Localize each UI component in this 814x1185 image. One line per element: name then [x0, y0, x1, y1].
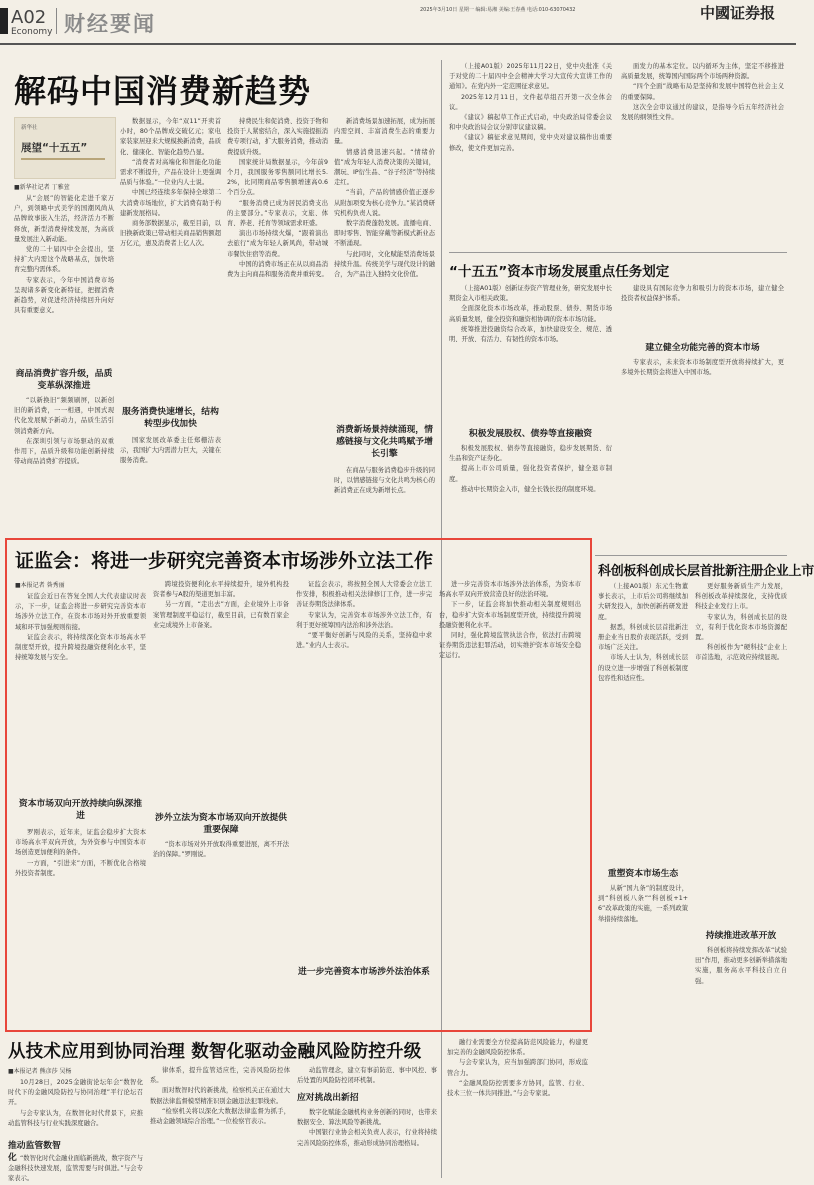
section-title: 财经要闻 [64, 12, 156, 36]
paragraph: “要平衡好创新与风险的关系，坚持稳中求进。”业内人士表示。 [296, 632, 432, 650]
bottom-col1b [8, 1154, 143, 1183]
paragraph: 从新“国九条”的制度设计，到“科创板八条”“科创板+1+6”改革政策的实施，一系列政策举措持续落地。 [598, 885, 688, 923]
paragraph: 下一步，证监会将加快推动相关制度规则出台，稳步扩大资本市场制度型开放，持续提升跨境投融资便利化水平。 [439, 601, 581, 629]
paragraph: “以新换旧”频频刷屏，以新创旧的新消费，一一相遇，中国式现代化发展赋予新动力，品质生活引领消费新方向。 [14, 397, 114, 435]
paragraph: 在商品与服务消费稳步升级的同时，以情感链接与文化共鸣为核心的新消费正在成为新增长点。 [334, 467, 435, 495]
capital-col2b [621, 358, 784, 538]
paragraph: 另一方面，“走出去”方面，企业境外上市备案管理制度平稳运行，截至目前，已有数百家企业完成境外上市备案。 [153, 601, 289, 629]
csrc-headline: 证监会：将进一步研究完善资本市场涉外立法工作 [15, 550, 434, 572]
paragraph: 提高上市公司质量，强化投资者保护，健全退市制度。 [449, 465, 612, 483]
bottom-col1 [8, 1078, 143, 1138]
capital-col1 [449, 284, 612, 424]
paragraph: 融行业需要全方位提高防范风险能力，构建更加完善的金融风险防控体系。 [447, 1039, 588, 1057]
tech-subhead-1: 重塑资本市场生态 [607, 869, 679, 879]
lead-headline: 解码中国消费新趋势 [14, 72, 312, 110]
bottom-col3 [297, 1066, 437, 1090]
paragraph: 数字消费蓬勃发展。直播电商、即时零售、智能穿戴等新模式新业态不断涌现。 [334, 220, 435, 248]
paragraph: 商务部数据显示，截至目前，以旧换新政策已带动相关商品销售额超万亿元，惠及消费者上亿人次。 [120, 220, 221, 248]
lead-subhead-2: 服务消费快速增长，结构转型步伐加快 [122, 407, 219, 429]
paragraph: （上接A01版）东元生物董事长表示，上市后公司将继续加大研发投入，加快创新药研发进度。 [598, 583, 688, 621]
paragraph: （上接A01版）创新证券资产管理业务，研究发展中长期资金入市相关政策。 [449, 285, 612, 303]
paragraph: 《建议》稿起草工作正式启动，中央政治局常委会议和中央政治局会议分别审议建议稿。 [449, 114, 612, 132]
paragraph: 统筹推进投融资综合改革，加快建设安全、规范、透明、开放、有活力、有韧性的资本市场。 [449, 325, 612, 344]
lead-col3 [227, 117, 328, 536]
paragraph: “数智化时代金融业面临新挑战，数字资产与金融科技快速发展，监管需要与时俱进。”与会专家表示。 [8, 1155, 143, 1183]
paragraph: 跨境投资便利化水平持续提升，境外机构投资者参与A股的渠道更加丰富。 [153, 581, 289, 599]
csrc-col1 [15, 592, 146, 792]
bottom-subhead-1: 推动监管数智化 [8, 1141, 61, 1163]
lead-badge [14, 117, 116, 179]
tech-col2b [695, 946, 787, 1170]
paragraph: 党的二十届四中全会提出，坚持扩大内需这个战略基点，加快培育完整内需体系。 [14, 246, 114, 274]
paragraph: “资本市场对外开放取得重要进展，离不开法治的保障。”罗刚说。 [153, 841, 289, 859]
paragraph: 建设具有国际竞争力和吸引力的资本市场，建立健全投资者权益保护体系。 [621, 285, 784, 303]
paragraph: “消费者对高端化和智能化功能需求不断提升，产品在设计上更强调品质与体验。”一位业内人士说。 [120, 158, 221, 187]
paragraph: 与此同时，文化赋能型消费场景持续升温。传统美学与现代设计的融合，为产品注入独特文化价值。 [334, 250, 435, 279]
paragraph: 据悉，科创成长层首批新注册企业当日股价表现活跃，受到市场广泛关注。 [598, 623, 688, 652]
paragraph: 专家认为，完善资本市场涉外立法工作，有利于更好统筹国内法治和涉外法治。 [296, 611, 432, 629]
bottom-col2 [150, 1066, 290, 1178]
tech-col1 [598, 582, 688, 862]
masthead-rule [0, 43, 796, 45]
paragraph: 国家统计局数据显示，今年前9个月，我国服务零售额同比增长5.2%，比同期商品零售额增速高0.6个百分点。 [227, 158, 328, 197]
right-top-col2 [621, 62, 784, 242]
csrc-col4 [439, 580, 581, 1022]
paragraph: 国家发展改革委主任郑栅洁表示，我国扩大内需潜力巨大，关键在服务消费。 [120, 437, 221, 465]
bottom-col4 [447, 1038, 588, 1178]
masthead-divider [56, 8, 57, 34]
paragraph: 更好服务新质生产力发展，科创板改革持续深化，支持优质科技企业发行上市。 [695, 583, 787, 611]
lead-badge-main: 展望“十五五” [21, 142, 88, 154]
paragraph: 演出市场持续火爆，“跟着演出去旅行”成为年轻人新风尚，带动城市餐饮住宿等消费。 [227, 230, 328, 258]
lead-badge-rule [21, 158, 105, 160]
csrc-col3 [296, 580, 432, 960]
csrc-col2b [153, 840, 289, 1022]
paragraph: 证监会近日在答复全国人大代表建议时表示，下一步，证监会将进一步研究完善资本市场涉外立法工作，在资本市场对外开放重要领域和环节加强规则衔接。 [15, 593, 146, 631]
lead-col4 [334, 117, 435, 419]
csrc-subhead-3: 进一步完善资本市场涉外法治体系 [298, 967, 430, 977]
paragraph: “四个全面”战略布局是坚持和发展中国特色社会主义的重要保障。 [621, 83, 784, 101]
paragraph: 罗刚表示，近年来，证监会稳步扩大资本市场高水平双向开放，为外资参与中国资本市场创造更加便利的条件。 [15, 829, 146, 857]
tech-col1b [598, 884, 688, 1170]
csrc-byline: ■本报记者 昝秀丽 [15, 582, 65, 589]
paragraph: 专家表示，今年中国消费市场呈现诸多新变化新特征，把握消费新趋势，对促进经济持续回升向好具有重要意义。 [14, 276, 114, 315]
lead-byline: ■新华社记者 丁雅萱 [14, 184, 70, 191]
paragraph: 专家表示，未来资本市场制度型开放将持续扩大，更多境外长期资金将进入中国市场。 [621, 359, 784, 377]
paragraph: 动监管理念，建立有事前防范、事中风控、事后处置的风险防控闭环机制。 [297, 1067, 437, 1085]
right-top-col1 [449, 62, 612, 242]
csrc-subhead-2: 涉外立法为资本市场双向开放提供重要保障 [155, 813, 287, 835]
paragraph: 同时，强化跨境监管执法合作，依法打击跨境证券期货违法犯罪活动，切实维护资本市场安全稳定运行。 [439, 632, 581, 660]
paragraph: 在深圳引领与市场驱动的双重作用下，品质升级和功能创新持续带动商品消费扩容提质。 [14, 437, 114, 466]
paragraph: 情感消费迅速兴起。“情绪价值”成为年轻人消费决策的关键词，潮玩、IP衍生品、“谷子经济”等持续走红。 [334, 148, 435, 187]
paragraph: 2025年12月11日，文件起草组召开第一次全体会议。 [449, 93, 612, 111]
paragraph: 科创板作为“硬科技”企业上市首选地，示范效应持续显现。 [695, 644, 787, 662]
tech-subhead-2: 持续推进改革开放 [705, 931, 777, 941]
paragraph: 专家认为，科创成长层的设立，有利于优化资本市场资源配置。 [695, 613, 787, 642]
paragraph: 中国已经连续多年保持全球第二大消费市场地位，扩大消费有助于构建新发展格局。 [120, 189, 221, 217]
page-code: A02 [11, 7, 47, 28]
paragraph: 律体系，提升监管适应性，完善风险防控体系。 [150, 1067, 290, 1085]
paragraph: “金融风险防控需要多方协同，监管、行业、技术三位一体共同推进。”与会专家说。 [447, 1079, 588, 1098]
capital-headline: “十五五”资本市场发展重点任务划定 [449, 264, 670, 280]
lead-col4b [334, 466, 435, 536]
paragraph: 中国的消费市场正在从以商品消费为主向商品和服务消费并重转变。 [227, 260, 328, 279]
lead-subhead-1: 商品消费扩容升级，品质变革纵深推进 [15, 369, 113, 391]
paragraph: 证监会表示，将持续深化资本市场高水平制度型开放，提升跨境投融资便利化水平，坚持统筹发展与安全。 [15, 633, 146, 662]
paragraph: “服务消费已成为居民消费支出的主要部分。”专家表示，文旅、体育、养老、托育等领域需求旺盛。 [227, 199, 328, 228]
paragraph: 数据显示，今年“双11”开卖首小时，80个品牌成交破亿元；家电家装家居迎来大规模换新消费，品质化、健康化、智能化趋势凸显。 [120, 118, 221, 156]
paragraph: 推动中长期资金入市，健全长钱长投的制度环境。 [461, 485, 600, 493]
csrc-subhead-1: 资本市场双向开放持续向纵深推进 [18, 799, 143, 821]
csrc-col1b [15, 828, 146, 1022]
paragraph: 《建议》稿征求意见期间，党中央对建议稿作出重要修改，使文件更加完善。 [449, 134, 612, 152]
lead-col1b [14, 396, 114, 536]
capital-col2b-top [621, 284, 784, 338]
paragraph: “当前，产品的情感价值正逐步从附加项变为核心竞争力。”某消费研究机构负责人说。 [334, 189, 435, 217]
masthead-meta: 2025年3月10日 星期一 编辑:易湘 美编:王春燕 电话:010-63070432 [420, 7, 576, 13]
paragraph: 与会专家认为，应当加强跨部门协同，形成监管合力。 [447, 1059, 588, 1077]
paragraph: 证监会表示，将按照全国人大常委会立法工作安排，积极推动相关法律修订工作，进一步完善证券期货法律体系。 [296, 581, 432, 609]
tech-headline: 科创板科创成长层首批新注册企业上市 [598, 564, 814, 579]
paragraph: 中国银行业协会相关负责人表示，行业将持续完善风险防控体系，推动形成协同治理格局。 [297, 1129, 437, 1147]
paragraph: 市场人士认为，科创成长层的设立进一步增强了科创板制度包容性和适应性。 [598, 654, 688, 682]
section-rule [449, 252, 787, 253]
section-rule [595, 555, 787, 556]
paper-name: 中國证券报 [700, 4, 776, 22]
tech-col2 [695, 582, 787, 922]
paragraph: 全面深化资本市场改革，推动股票、债券、期货市场高质量发展，健全投资和融资相协调的资本市场功能。 [449, 305, 612, 323]
lead-col2 [120, 117, 221, 398]
lead-badge-top: 新华社 [21, 125, 38, 131]
paragraph: 面对数智时代的新挑战，检察机关正在通过大数据法律监督模型精准识别金融违法犯罪线索。 [150, 1087, 290, 1105]
paragraph: 新消费场景加速拓展，成为拓展内需空间、丰富消费生态的重要力量。 [334, 118, 435, 146]
lead-subhead-3: 消费新场景持续涌现，情感链接与文化共鸣赋予增长引擎 [336, 425, 433, 459]
paragraph: 科创板将持续发挥改革“试验田”作用，推动更多创新举措落地实施，服务高水平科技自立自强。 [695, 947, 787, 985]
masthead-marker [0, 8, 8, 34]
paragraph: 与会专家认为，在数智化时代背景下，应推动监管科技与行业实践深度融合。 [8, 1109, 143, 1127]
paragraph: （上接A01版）2025年11月22日，党中央批准《关于对党的二十届四中全会精神大学习大宣传大宣讲工作的通知》。在党内外一定范围征求意见。 [449, 63, 612, 91]
lead-col1 [14, 194, 114, 364]
capital-subhead-2: 建立健全功能完善的资本市场 [645, 343, 760, 353]
bottom-headline: 从技术应用到协同治理 数智化驱动金融风险防控升级 [8, 1042, 422, 1062]
bottom-byline: ■本报记者 熊彦莎 吴杨 [8, 1068, 72, 1075]
paragraph: 从“会展”的智能化走进千家万户，到领略中式美学的国潮风尚从品牌故事嵌入生活，经济活力不断释放，新型消费持续发展，为高质量发展注入新动能。 [14, 195, 114, 243]
paragraph: 进一步完善资本市场涉外法治体系，为资本市场高水平双向开放营造良好的法治环境。 [439, 581, 581, 599]
page-label: Economy [11, 27, 53, 37]
paragraph: “检察机关将以深化大数据法律监督为抓手，推动金融领域综合治理。”一位检察官表示。 [150, 1107, 290, 1126]
bottom-col3b [297, 1108, 437, 1178]
paragraph: 持费民生和促消费、投资于物和投资于人紧密结合，深入实施提振消费专项行动，扩大服务消费，推动消费提质升级。 [227, 118, 328, 156]
csrc-col2 [153, 580, 289, 804]
capital-col2 [449, 444, 612, 540]
paragraph: 面发力的基本定位。以内循环为主体，坚定不移推进高质量发展，统筹国内国际两个市场两种资源。 [621, 63, 784, 81]
bottom-subhead-3: 应对挑战出新招 [297, 1093, 359, 1103]
paragraph: 一方面，“引进来”方面，不断优化合格境外投资者制度。 [15, 859, 146, 877]
csrc-article [5, 538, 592, 1032]
lead-col2b [120, 436, 221, 536]
paragraph: 积极发展股权、债券等直接融资，稳步发展期货、衍生品和资产证券化。 [449, 445, 612, 463]
paragraph: 10月28日，2025金融街论坛年会“数智化时代下的金融风险防控与协同治理”平行论坛召开。 [8, 1079, 143, 1107]
paragraph: 数字化赋能金融机构业务创新的同时，也带来数据安全、算法风险等新挑战。 [297, 1109, 437, 1127]
paragraph: 这次全会审议通过的建议，是指导今后五年经济社会发展的纲领性文件。 [621, 103, 784, 122]
capital-subhead-1: 积极发展股权、债券等直接融资 [468, 429, 593, 439]
